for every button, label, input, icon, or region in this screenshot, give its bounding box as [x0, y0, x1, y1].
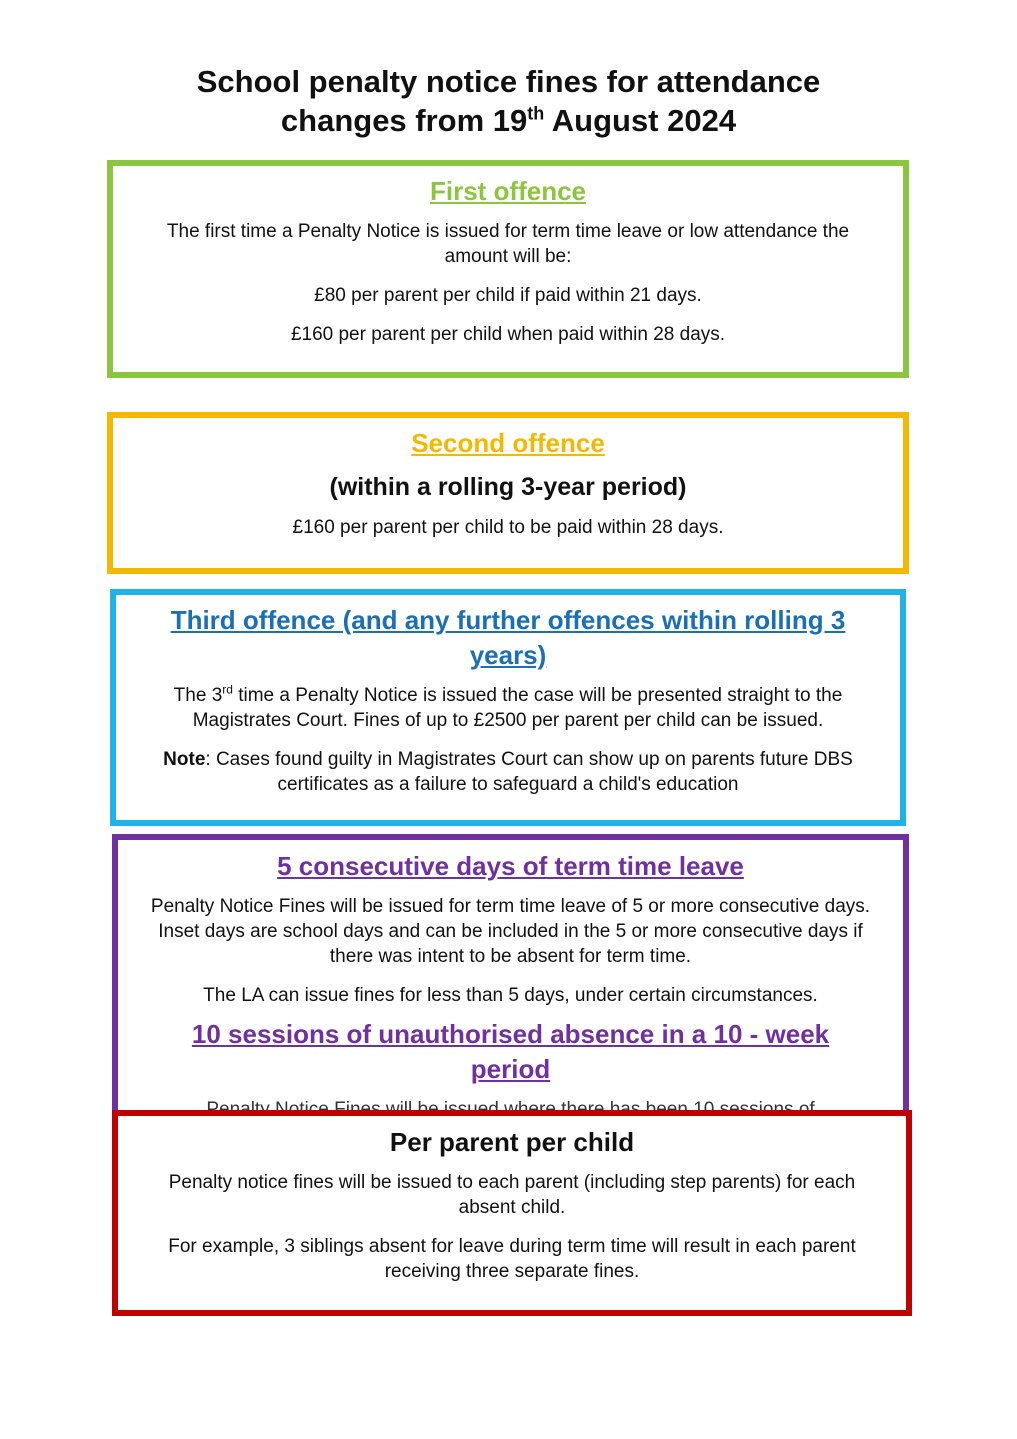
- third-offence-text-prefix: The 3: [173, 685, 223, 706]
- second-offence-subheading: (within a rolling 3-year period): [329, 473, 687, 501]
- third-offence-heading: Third offence (and any further offences within rolling 3 years): [170, 605, 846, 670]
- first-offence-box: [107, 160, 909, 378]
- unauthorised-absence-heading: 10 sessions of unauthorised absence in a 10 - week period: [191, 1019, 830, 1084]
- note-label: Note: [163, 749, 206, 770]
- term-time-leave-heading: 5 consecutive days of term time leave: [277, 851, 744, 881]
- second-offence-amount: £160 per parent per child to be paid within 28 days.: [292, 517, 724, 538]
- first-offence-intro: The first time a Penalty Notice is issued for term time leave or low attendance the amount will be:: [166, 221, 850, 267]
- third-offence-note: [136, 747, 880, 797]
- per-parent-text: Penalty notice fines will be issued to each parent (including step parents) for each absent child.: [168, 1172, 856, 1218]
- per-parent-example: For example, 3 siblings absent for leave during term time will result in each parent receiving three separate fines.: [168, 1236, 856, 1282]
- page-title-line-1: School penalty notice fines for attendance: [196, 64, 821, 99]
- per-parent-heading: Per parent per child: [389, 1127, 635, 1157]
- term-time-leave-box: [112, 834, 909, 1134]
- third-offence-text-suffix: time a Penalty Notice is issued the case will be presented straight to the Magistrates Court. Fines of up to £2500 per parent per child can be issued.: [192, 685, 843, 731]
- third-offence-text: [146, 683, 870, 733]
- page-title: [0, 62, 1017, 140]
- term-time-leave-text: Penalty Notice Fines will be issued for term time leave of 5 or more consecutive days. Inset days are school days and can be included in the 5 or more consecutive days if there was intent to be absent for term time.: [150, 896, 871, 967]
- title-date-ordinal: th: [527, 103, 545, 124]
- note-text: : Cases found guilty in Magistrates Court can show up on parents future DBS certificates as a failure to safeguard a child's education: [205, 749, 853, 795]
- title-date-suffix: August 2024: [544, 103, 737, 138]
- page-title-line-2: [0, 101, 1017, 140]
- first-offence-amount-28-days: £160 per parent per child when paid within 28 days.: [290, 324, 726, 345]
- title-date-prefix: changes from 19: [280, 103, 528, 138]
- second-offence-heading: Second offence: [411, 428, 605, 458]
- term-time-leave-less-than-5-days: The LA can issue fines for less than 5 days, under certain circumstances.: [203, 985, 818, 1006]
- third-offence-box: [110, 589, 906, 826]
- second-offence-box: [107, 412, 909, 574]
- per-parent-box: [112, 1110, 912, 1316]
- third-offence-ordinal: rd: [222, 682, 233, 697]
- first-offence-heading: First offence: [429, 176, 587, 206]
- first-offence-amount-21-days: £80 per parent per child if paid within 21 days.: [314, 285, 702, 306]
